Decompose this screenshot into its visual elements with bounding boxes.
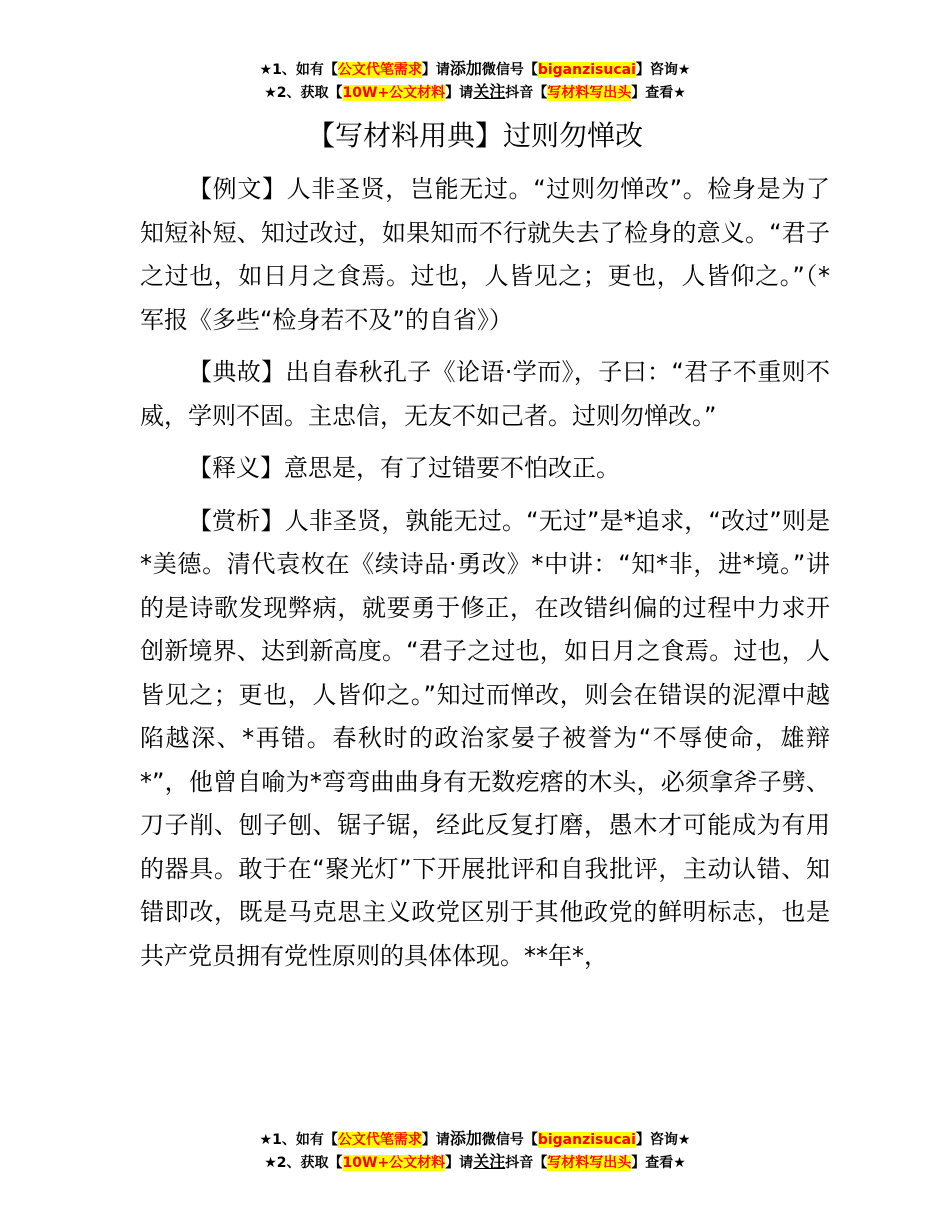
footer-line-1-prefix: ★1、如有【: [259, 1132, 338, 1148]
footer-line-1-middle: 】请: [421, 1132, 450, 1148]
banner-line-2-middle-2: 抖音【: [505, 85, 548, 101]
paragraph-meaning: 【释义】意思是，有了过错要不怕改正。: [188, 454, 620, 482]
banner-line-1-middle-2: 微信号【: [481, 62, 538, 78]
banner-line-1-prefix: ★1、如有【: [259, 62, 338, 78]
document-body: [140, 168, 830, 987]
footer-line-1: [0, 1128, 950, 1151]
paragraph-appreciation: 【赏析】人非圣贤，孰能无过。“无过”是*追求，“改过”则是*美德。清代袁枚在《续诗品·勇改》*中讲：“知*非，进*境。”讲的是诗歌发现弊病，就要勇于修正，在改错纠偏的过程中力求开创新境界、达到新高度。“君子之过也，如日月之食焉。过也，人皆见之；更也，人皆仰之。”知过而惮改，则会在错误的泥潭中越陷越深、*再错。春秋时的政治家晏子被誉为“不辱使命，雄辩*”，他曾自喻为*弯弯曲曲身有无数疙瘩的木头，必须拿斧子劈、刀子削、刨子刨、锯子锯，经此反复打磨，愚木才可能成为有用的器具。敢于在“聚光灯”下开展批评和自我批评，主动认错、知错即改，既是马克思主义政党区别于其他政党的鲜明标志，也是共产党员拥有党性原则的具体体现。**年*，: [140, 506, 830, 970]
footer-line-2-highlight-materials: 10W+公文材料: [342, 1155, 446, 1171]
footer-line-2-prefix: ★2、获取【: [264, 1155, 343, 1171]
banner-line-1-highlight-service: 公文代笔需求: [337, 62, 422, 78]
footer-line-2-middle-2: 抖音【: [505, 1155, 548, 1171]
banner-line-2-suffix: 】查看★: [631, 85, 686, 101]
banner-line-2-emphasis: 关注: [473, 82, 506, 101]
banner-line-1-highlight-wechat: biganzisucai: [537, 62, 636, 78]
document-title: 【写材料用典】过则勿惮改: [306, 119, 643, 152]
footer-line-1-suffix: 】咨询★: [635, 1132, 691, 1148]
banner-line-2-highlight-materials: 10W+公文材料: [342, 85, 446, 101]
footer-line-1-emphasis: 添加: [449, 1129, 482, 1148]
footer-line-2-middle: 】请: [445, 1155, 474, 1171]
footer-line-2-highlight-douyin: 写材料写出头: [547, 1155, 632, 1171]
footer-line-1-highlight-service: 公文代笔需求: [337, 1132, 422, 1148]
paragraph-example: 【例文】人非圣贤，岂能无过。“过则勿惮改”。检身是为了知短补短、知过改过，如果知而不行就失去了检身的意义。“君子之过也，如日月之食焉。过也，人皆见之；更也，人皆仰之。”（*军报《多些“检身若不及”的自省》）: [140, 175, 830, 334]
footer-banner: [0, 1128, 950, 1174]
banner-line-1-emphasis: 添加: [449, 59, 482, 78]
footer-line-1-middle-2: 微信号【: [481, 1132, 538, 1148]
footer-line-1-highlight-wechat: biganzisucai: [537, 1132, 636, 1148]
banner-line-2-prefix: ★2、获取【: [264, 85, 343, 101]
banner-line-2-middle: 】请: [445, 85, 474, 101]
banner-line-2-highlight-douyin: 写材料写出头: [547, 85, 632, 101]
banner-line-1-suffix: 】咨询★: [635, 62, 691, 78]
paragraph-allusion: 【典故】出自春秋孔子《论语·学而》，子曰：“君子不重则不威，学则不固。主忠信，无友不如己者。过则勿惮改。”: [140, 358, 830, 430]
banner-line-1: [0, 58, 950, 81]
banner-line-2: [0, 81, 950, 104]
header-banner: [0, 58, 950, 104]
banner-line-1-middle: 】请: [421, 62, 450, 78]
footer-line-2-emphasis: 关注: [473, 1152, 506, 1171]
footer-line-2-suffix: 】查看★: [631, 1155, 686, 1171]
footer-line-2: [0, 1151, 950, 1174]
